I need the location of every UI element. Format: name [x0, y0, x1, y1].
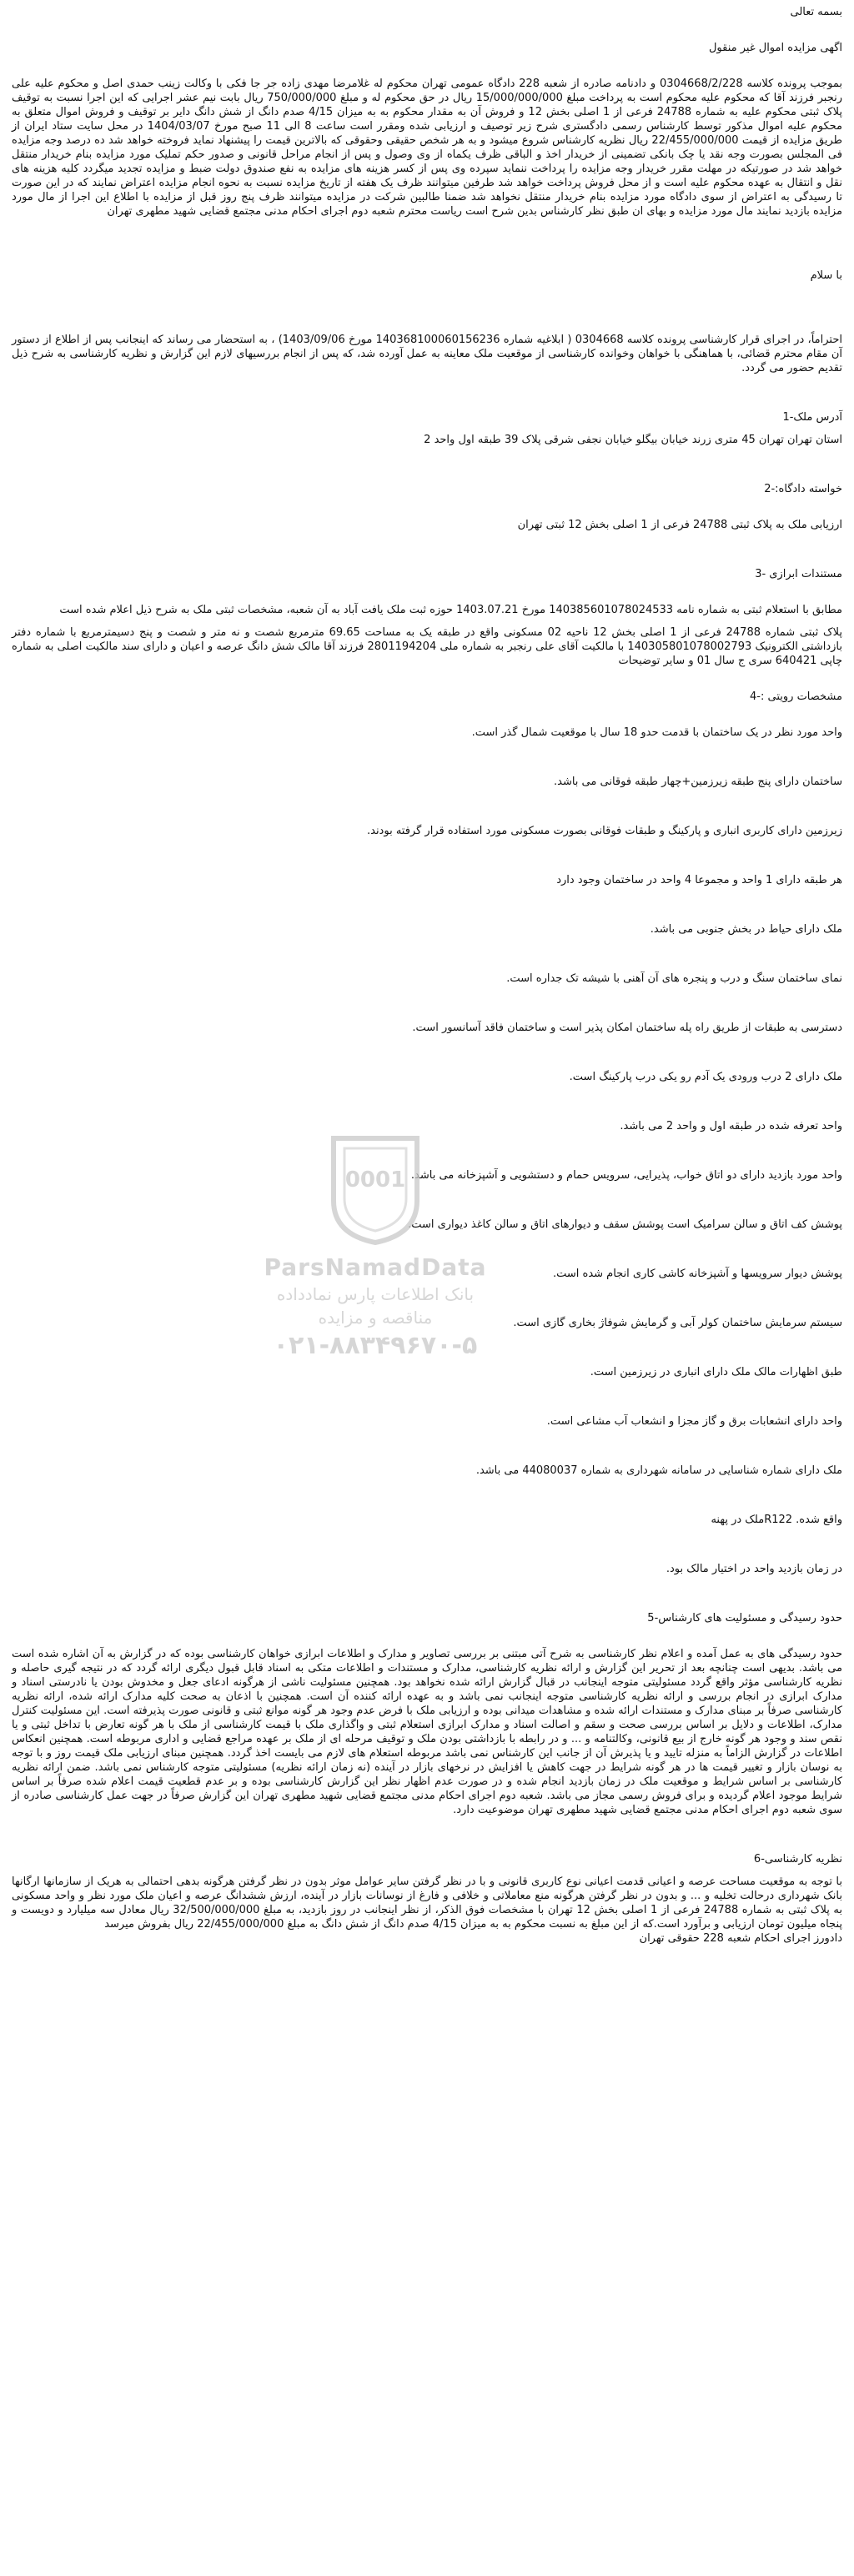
spec-item: ملک دارای حیاط در بخش جنوبی می باشد.: [650, 923, 842, 936]
basmala: بسمه تعالی: [790, 6, 842, 18]
spec-item: واحد مورد بازدید دارای دو اتاق خواب، پذیرایی، سرویس حمام و دستشویی و آشپزخانه می باشد.: [410, 1169, 842, 1182]
spec-item: واحد مورد نظر در یک ساختمان با قدمت حدو 18 سال با موقعیت شمال گذر است.: [471, 726, 842, 739]
section-specs-title: مشخصات رویتی :-4: [750, 690, 842, 703]
signature-line: دادورز اجرای احکام شعبه 228 حقوقی تهران: [639, 1932, 842, 1945]
spec-item: ساختمان دارای پنج طبقه زیرزمین+چهار طبقه فوقانی می باشد.: [554, 776, 842, 788]
spec-item: واحد دارای انشعابات برق و گاز مجزا و انشعاب آب مشاعی است.: [546, 1415, 842, 1428]
section-request-title: خواسته دادگاه:-2: [764, 483, 842, 495]
section-opinion-text: با توجه به موقعیت مساحت عرصه و اعیانی قدمت اعیانی نوع کاربری قانونی و با در نظر گرفتن سایر عوامل موثر بدون در نظر گرفتن هرگونه بدهی احتمالی به هریک از سازمانها ارگانها بانک شهرداری درحالت تخلیه و ... و بدون در نظر گرفتن هرگونه منع معاملاتی و خلافی و فارغ از نوسانات بازار در آینده، ارزش ششدانگ عرصه و اعیان ملک مورد نظر و واحد مسکونی به پلاک ثبتی به شماره 24788 فرعی از 1 اصلی بخش 12 تهران با مشخصات فوق الذکر، از نظر اینجانب در روز بازدید، به مبلغ 32/500/000/000 ریال معادل سه میلیارد و دویست و پنجاه میلیون تومان ارزیابی و برآورد است.که از این مبلغ به نسبت محکوم به به میزان 4/15 صدم دانگ از شش دانگ به مبلغ 22/455/000/000 ریال بفروش میرسد: [12, 1876, 842, 1931]
spec-item: ملک دارای شماره شناسایی در سامانه شهرداری به شماره 44080037 می باشد.: [475, 1464, 842, 1477]
greeting: با سلام: [810, 269, 842, 282]
spec-item: هر طبقه دارای 1 واحد و مجموعا 4 واحد در ساختمان وجود دارد: [556, 874, 842, 886]
section-address-title: آدرس ملک-1: [782, 411, 842, 424]
ad-title: اگهی مزایده اموال غیر منقول: [708, 42, 842, 54]
section-docs-text-2: پلاک ثبتی شماره 24788 فرعی از 1 اصلی بخش 12 ناحیه 02 مسکونی واقع در طبقه یک به مساحت 69.65 مترمربع شصت و نه متر و شصت و پنج دسیمترمربع با شماره دفتر بازداشتی الکترونیک 140305801078002793 با مالکیت آقای علی رنجبر به شماره ملی 2801194204 فرزند آقا مالک شش دانگ عرصه و اعیان و دارای سند مالکیت اصلی به شماره چاپی 640421 سری ج سال 01 و سایر توضیحات: [12, 626, 842, 667]
section-address-text: استان تهران تهران 45 متری زرند خیابان بیگلو خیابان نجفی شرقی پلاک 39 طبقه اول واحد 2: [424, 434, 842, 446]
spec-item: دسترسی به طبقات از طریق راه پله ساختمان امکان پذیر است و ساختمان فاقد آسانسور است.: [412, 1022, 842, 1034]
watermark-line: بانک اطلاعات پارس نمادداده: [276, 1284, 475, 1304]
section-limits-title: حدود رسیدگی و مسئولیت های کارشناس-5: [647, 1612, 842, 1624]
section-limits-text: حدود رسیدگی های به عمل آمده و اعلام نظر کارشناسی به شرح آتی مبتنی بر بررسی تصاویر و مدارک و اطلاعات ابرازی خواهان کارشناسی بوده که در گزارش به آن اشاره شده است می باشد. بدیهی است چنانچه بعد از تحریر این گزارش و ارائه نظریه کارشناسی، مدارک و مستندات و اطلاعات متکی به اسناد قابل قبول دیگری ارائه گردد که در نتیجه گیری حاصله و نظریه کارشناسی مؤثر واقع گردد مسئولیتی متوجه اینجانب در قبال گزارش ارائه شده نخواهد بود. همچنین مسئولیت ناشی از هرگونه ادعای جعل و مخدوش بودن یا نادرستی اسناد و مدارک ابرازی در انجام بررسی و ارائه نظریه کارشناسی متوجه اینجانب نمی باشد و به عهده ارائه کننده آن است. همچنین با اذعان به صحت کلیه مدارک ارائه شده، ارائه نظریه کارشناسی صرفاً بر مبنای مدارک و مستندات ارائه شده و مشاهدات میدانی بوده و ارزیابی ملک با فرض عدم وجود هر گونه موانع ثبتی و قانونی صورت پذیرفته است. این مسئولیت کنترل مدارک، اطلاعات و دلایل بر اساس بررسی صحت و سقم و اصالت اسناد و مدارک ابرازی استعلام ثبتی و واگذاری ملک با قیمت کارشناسی از ملک با هر گونه تعارض با تداخل ثبتی و یا نقص سند و وجود هر گونه خارج از بیع قانونی، وکالتنامه و ... و در رابطه با بازداشتی بودن ملک و توقیف مرحله ای از ملک بر عهده مراجع قضایی و اداری مربوطه است. همچنین انعکاس اطلاعات در گزارش الزاماً به منزله تایید و یا پذیرش آن از جانب این کارشناس نمی باشد مربوطه استعلام های لازم می بایست اخذ گردد. همچنین مبنای ارزیابی ملک قیمت روز و با توجه به نوسان بازار و تغییر قیمت ها در هر گونه شرایط در جهت کاهش یا افزایش در نرخهای بازار در آینده (نه زمان ارائه نظریه) مسئولیتی متوجه کارشناس نمی باشد. ضمن ارائه نظریه کارشناسی بر اساس شرایط و موقعیت ملک در زمان بازدید انجام شده و در صورت عدم اظهار نظر این گزارش کارشناسی بوده و بر عدم قطعیت قیمت اعلام شده صرفاً بر اساس شرایط موجود اعلام گردیده و برای فروش رسمی مجاز می باشد. شعبه دوم اجرای احکام مدنی مجتمع قضایی شهید مطهری تهران این گزارش صرفاً در جهت عمل کارشناسی صادره از سوی شعبه دوم اجرای احکام مدنی مجتمع قضایی شهید مطهری تهران موضوعیت دارد.: [12, 1648, 842, 1816]
spec-item: زیرزمین دارای کاربری انباری و پارکینگ و طبقات فوقانی بصورت مسکونی مورد استفاده قرار گرفته بودند.: [366, 825, 842, 837]
intro-paragraph: بموجب پرونده کلاسه 0304668/2/228 و دادنامه صادره از شعبه 228 دادگاه عمومی تهران محکوم له غلامرضا مهدی زاده جر جا فکی با وکالت زینب حمدی اصل و محکوم علیه علی رنجبر فرزند آقا که محکوم علیه محکوم است به پرداخت مبلغ 15/000/000/000 ریال در حق محکوم له و مبلغ 750/000/000 ریال بابت نیم عشر اجرایی که این اجرا نسبت به توقیف پلاک ثبتی محکوم علیه به شماره 24788 فرعی از 1 اصلی بخش 12 و فروش آن به مقدار محکوم به به میزان 4/15 صدم دانگ از شش دانگ دایر بر توقیف و فروش اموال متعلق به محکوم علیه اموال مذکور توسط کارشناس رسمی دادگستری شرح زیر توصیف و ارزیابی شده ومقرر است ساعت 8 الی 11 صبح مورخ 1404/03/07 در محل سایت ستاد ایران از طریق مزایده از قیمت 22/455/000/000 ریال نظریه کارشناس شروع میشود و به هر شخص حقیقی وحقوقی که بالاترین قیمت را پیشنهاد نماید فروخته خواهد شد ده درصد وجه مزایده فی المجلس بصورت وجه نقد یا چک بانکی تضمینی از خریدار اخذ و الباقی ظرف یکماه از وی وصول و پس از انجام مراحل قانونی و صدور حکم تملیک مورد مزایده بنام خریدار منتقل خواهد شد در صورتیکه در مهلت مقرر خریدار وجه مزایده را پرداخت ننماید سپرده وی پس از کسر هزینه های مزایده به نفع صندوق دولت ضبط و مزایده تجدید میگردد کلیه هزینه های نقل و انتقال به عهده محکوم علیه است و از محل فروش پرداخت خواهد شد طرفین میتوانند ظرف یک هفته از تاریخ مزایده نسبت به نحوه انجام مزایده اعتراض نمایند که در این صورت تا رسیدگی به اعتراض از سوی دادگاه مورد مزایده بنام خریدار منتقل نخواهد شد ضمنا طالبین شرکت در مزایده میتوانند ظرف پنج روز قبل از مزایده با اطلاع این اجرا از مال مورد مزایده بازدید نمایند مال مورد مزایده و بهای ان طبق نظر کارشناس بدین شرح است ریاست محترم شعبه دوم اجرای احکام مدنی مجتمع قضایی شهید مطهری تهران: [12, 78, 842, 218]
spec-item: ملک دارای 2 درب ورودی یک آدم رو یکی درب پارکینگ است.: [569, 1071, 842, 1083]
preamble-paragraph: احتراماً، در اجرای قرار کارشناسی پرونده کلاسه 0304668 ( ابلاغیه شماره 140368100060156236 مورخ 1403/09/06) ، به استحضار می رساند که اینجانب پس از اطلاع از دستور آن مقام محترم قضائی، با هماهنگی با خواهان وخوانده کارشناسی از موقعیت ملک معاینه به عمل آورده شد، که پس از انجام بررسیهای لازم این گزارش و نظریه کارشناسی به شرح ذیل تقدیم حضور می گردد.: [12, 334, 842, 374]
seal-number: 0001: [344, 1167, 406, 1193]
section-docs-text-1: مطابق با استعلام ثبتی به شماره نامه 140385601078024533 مورخ 1403.07.21 حوزه ثبت ملک یافت آباد به آن شعبه، مشخصات ثبتی ملک به شرح ذیل اعلام شده است: [59, 604, 842, 616]
section-opinion-title: نظریه کارشناسی-6: [753, 1853, 842, 1865]
spec-item: طبق اظهارات مالک ملک دارای انباری در زیرزمین است.: [590, 1366, 842, 1378]
spec-item: پوشش دیوار سرویسها و آشپزخانه کاشی کاری انجام شده است.: [552, 1268, 842, 1280]
section-request-text: ارزیابی ملک به پلاک ثبتی 24788 فرعی از 1 اصلی بخش 12 ثبتی تهران: [517, 519, 842, 531]
watermark-phone: ۰۲۱-۸۸۳۴۹۶۷۰-۵: [273, 1331, 478, 1360]
spec-item: نمای ساختمان سنگ و درب و پنجره های آن آهنی با شیشه تک جداره است.: [506, 972, 842, 985]
watermark-line-2: مناقصه و مزایده: [318, 1308, 433, 1328]
spec-item: سیستم سرمایش ساختمان کولر آبی و گرمایش شوفاژ بخاری گازی است.: [513, 1317, 842, 1329]
watermark-brand: ParsNamadData: [264, 1253, 487, 1281]
spec-item: واحد تعرفه شده در طبقه اول و واحد 2 می باشد.: [620, 1120, 842, 1132]
section-docs-title: مستندات ابرازی -3: [755, 568, 842, 580]
specs-list: [12, 726, 842, 1576]
spec-item: پوشش کف اتاق و سالن سرامیک است پوشش سقف و دیوارهای اتاق و سالن کاغذ دیواری است.: [408, 1218, 842, 1231]
spec-item: در زمان بازدید واحد در اختیار مالک بود.: [666, 1563, 842, 1575]
spec-item: واقع شده. R122ملک در پهنه: [711, 1514, 842, 1526]
